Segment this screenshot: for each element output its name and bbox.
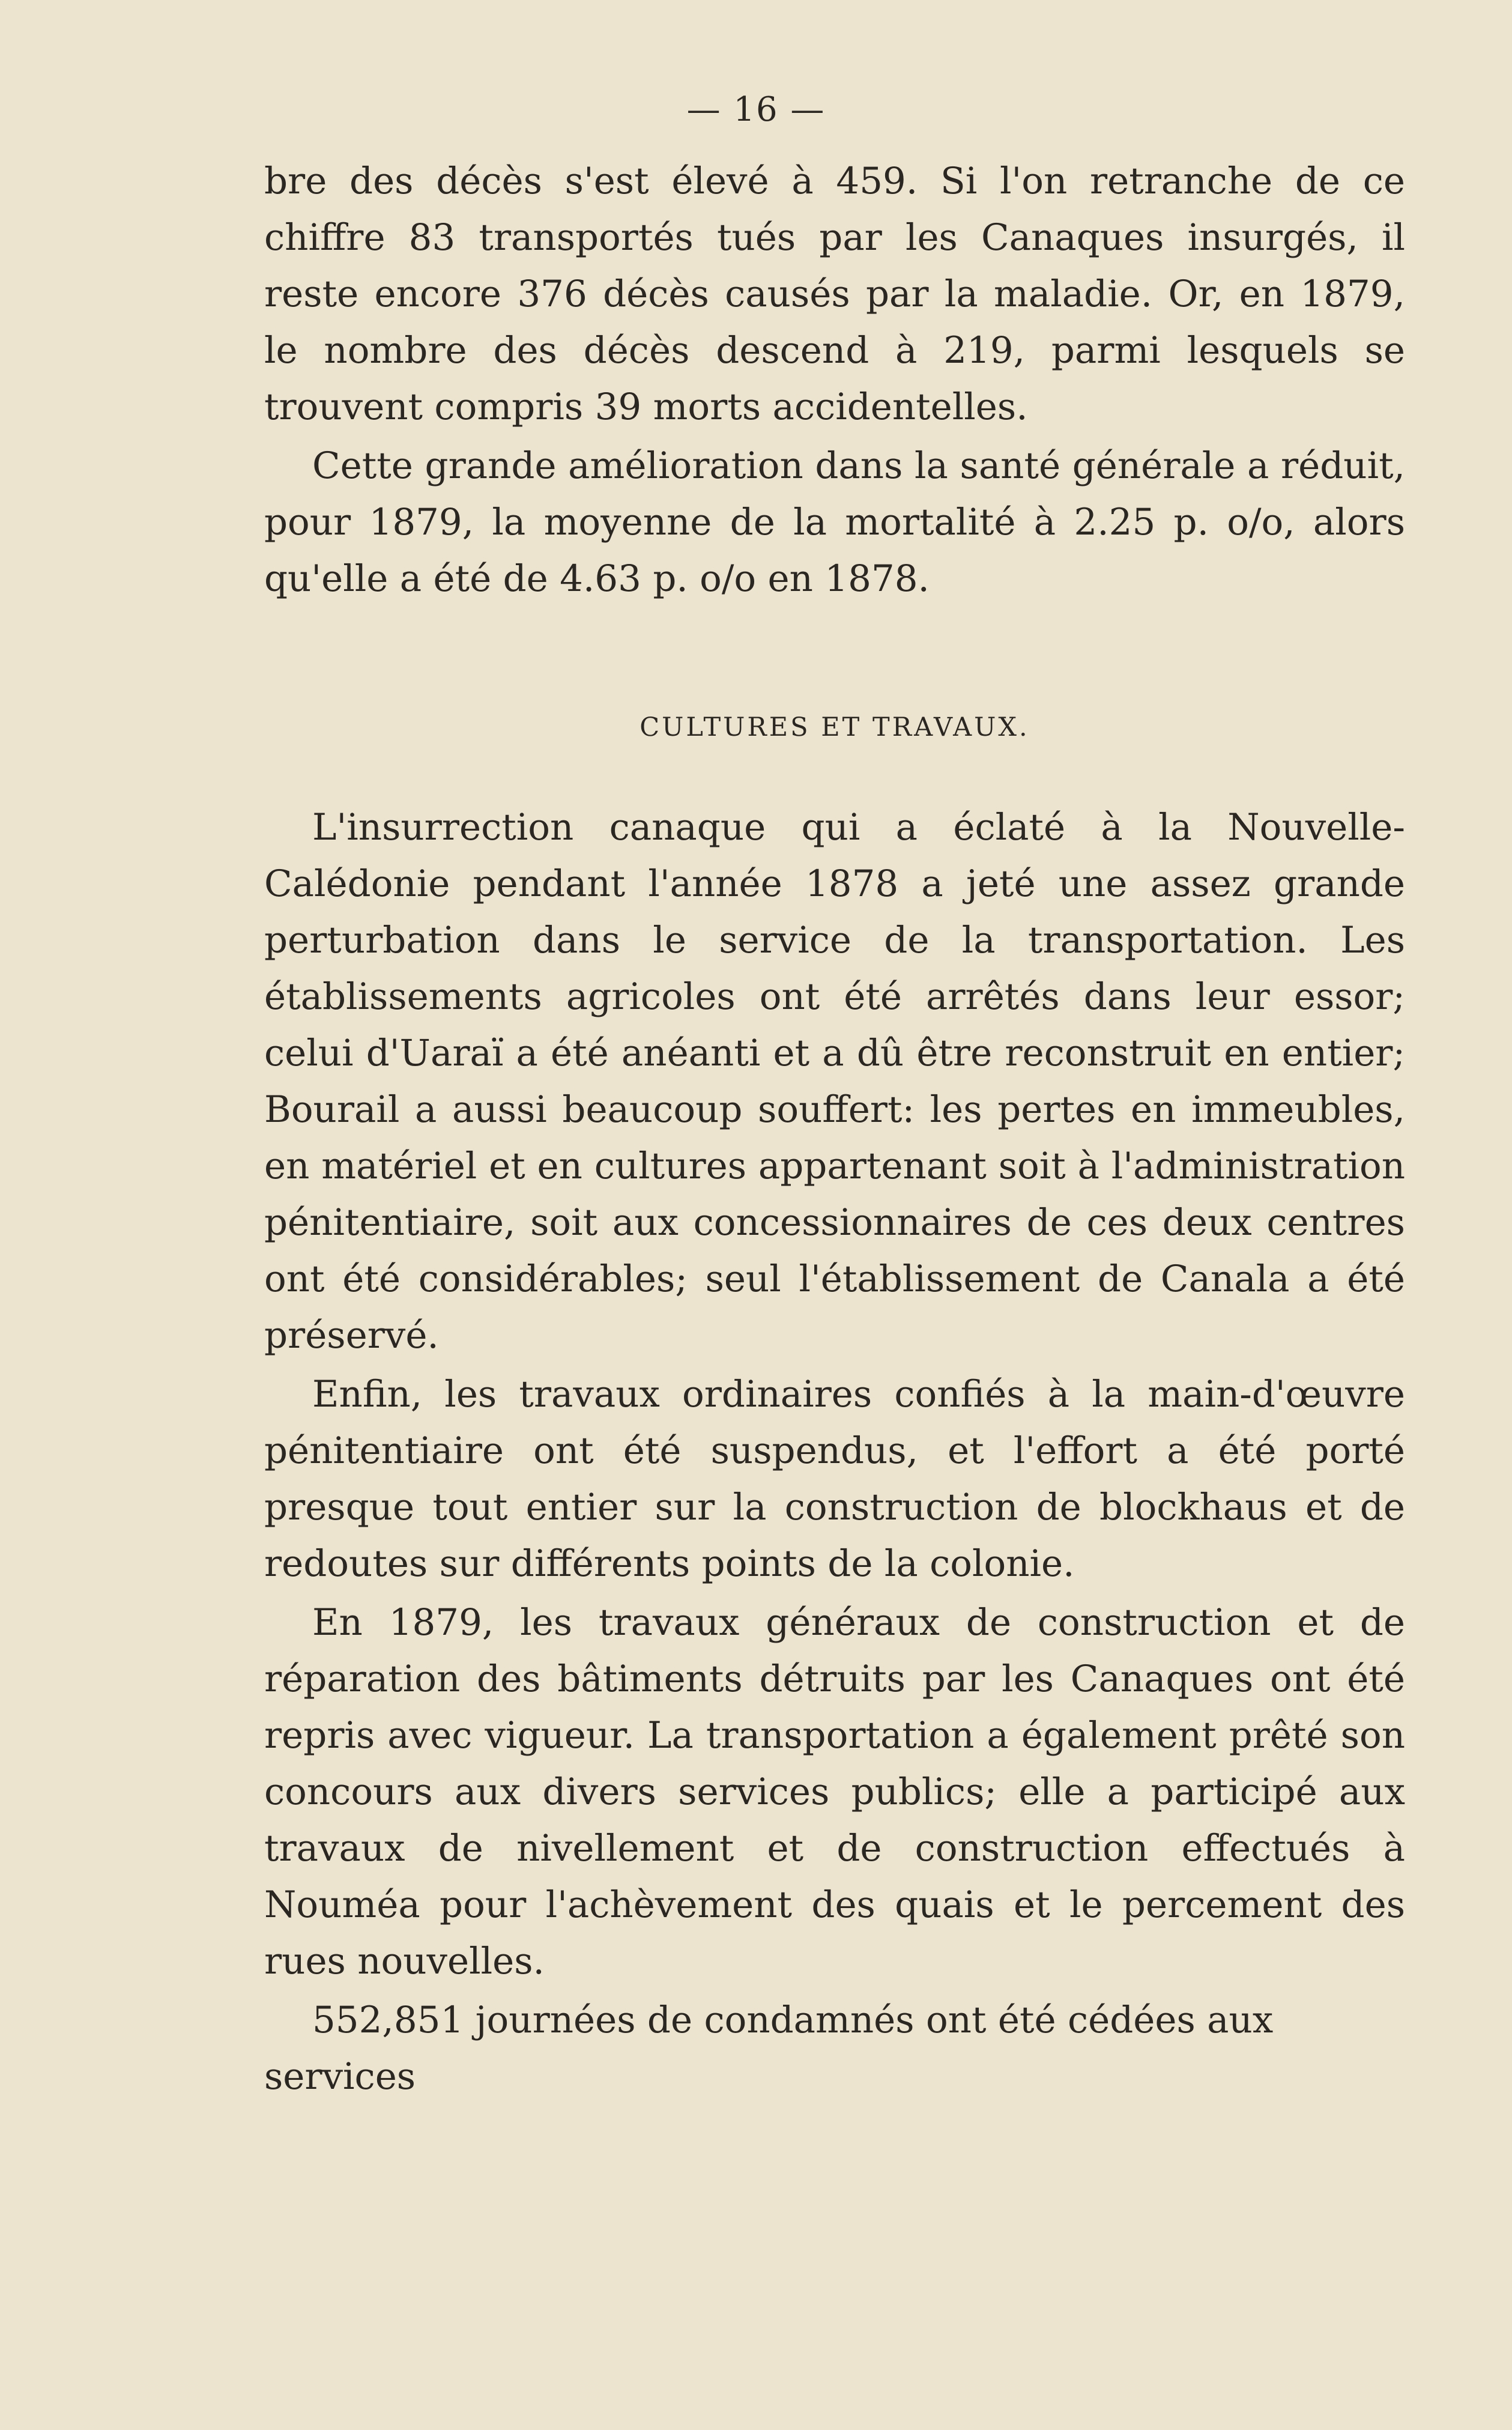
paragraph-mortality-figures: bre des décès s'est élevé à 459. Si l'on retranche de ce chiffre 83 transportés tués par les Canaques insurgés, il reste encore 376 décès causés par la maladie. Or, en 1879, le nombre des décès descend à 219, parmi lesquels se trouvent compris 39 morts accidentelles.	[264, 160, 1405, 428]
section-heading: CULTURES ET TRAVAUX.	[640, 712, 1030, 742]
paragraph-workdays: 552,851 journées de condamnés ont été cédées aux services	[264, 1999, 1274, 2098]
paragraph-insurrection: L'insurrection canaque qui a éclaté à la Nouvelle-Calédonie pendant l'année 1878 a jeté une assez grande perturbation dans le service de la transportation. Les établissements agricoles ont été arrêtés dans leur essor; celui d'Uaraï a été anéanti et a dû être reconstruit en entier; Bourail a aussi beaucoup souffert: les pertes en immeubles, en matériel et en cultures appartenant soit à l'administration pénitentiaire, soit aux concessionnaires de ces deux centres ont été considérables; seul l'établissement de Canala a été préservé.	[264, 806, 1405, 1357]
paragraph-works-resumed: En 1879, les travaux généraux de construction et de réparation des bâtiments détruits par les Canaques ont été repris avec vigueur. La transportation a également prêté son concours aux divers services publics; elle a participé aux travaux de nivellement et de construction effectués à Nouméa pour l'achèvement des quais et le percement des rues nouvelles.	[264, 1601, 1405, 1983]
page-number: — 16 —	[686, 90, 826, 129]
page-body	[264, 153, 1405, 2105]
paragraph-works-suspended: Enfin, les travaux ordinaires confiés à la main-d'œuvre pénitentiaire ont été suspendus, et l'effort a été porté presque tout entier sur la construction de blockhaus et de redoutes sur différents points de la colonie.	[264, 1373, 1405, 1585]
paragraph-mortality-average: Cette grande amélioration dans la santé générale a réduit, pour 1879, la moyenne de la mortalité à 2.25 p. o/o, alors qu'elle a été de 4.63 p. o/o en 1878.	[264, 444, 1405, 600]
